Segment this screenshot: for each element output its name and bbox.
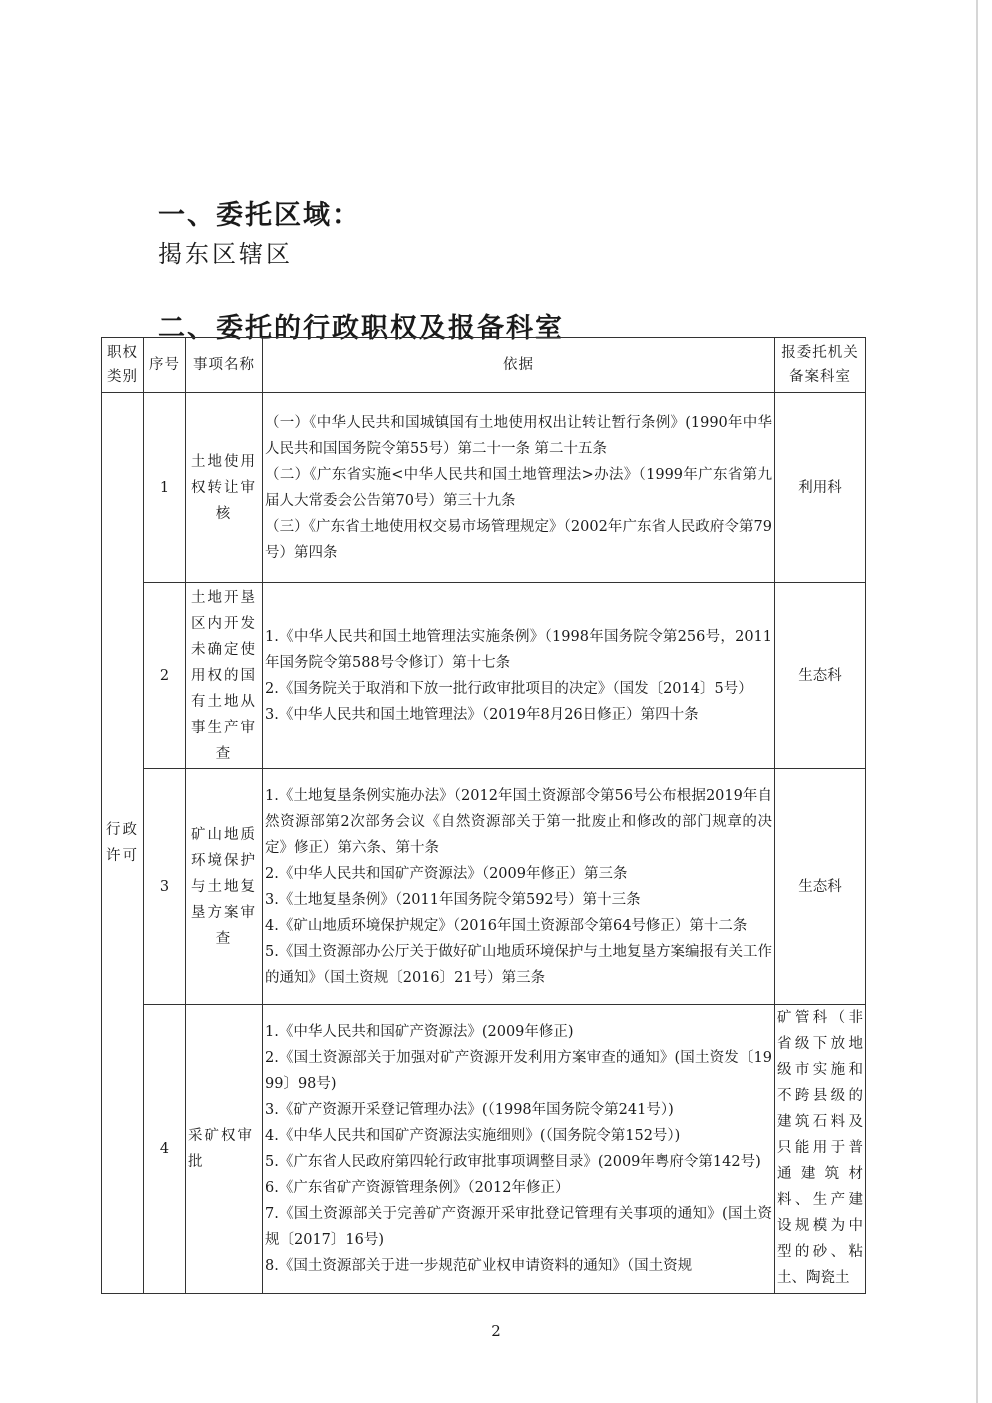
- basis-line: 1.《中华人民共和国土地管理法实施条例》（1998年国务院令第256号，2011年国务院令第588号令修订）第十七条: [265, 628, 772, 671]
- row-seq: 3: [144, 769, 186, 1005]
- basis-line: 2.《国务院关于取消和下放一批行政审批项目的决定》（国发〔2014〕5号）: [265, 680, 753, 697]
- category-cell: 行政许可: [102, 393, 144, 1294]
- row-basis: [263, 583, 775, 769]
- row-dept: 生态科: [775, 583, 866, 769]
- table-row: [102, 1005, 866, 1294]
- row-dept: 利用科: [775, 393, 866, 583]
- basis-line: （一）《中华人民共和国城镇国有土地使用权出让转让暂行条例》(1990年中华人民共和国国务院令第55号）第二十一条 第二十五条: [265, 414, 772, 457]
- section-2-title: 二、委托的行政职权及报备科室: [158, 313, 564, 344]
- row-item-name: 矿山地质环境保护与土地复垦方案审查: [186, 769, 263, 1005]
- header-basis: 依据: [263, 338, 775, 393]
- basis-line: 5.《广东省人民政府第四轮行政审批事项调整目录》(2009年粤府令第142号): [265, 1154, 761, 1170]
- table-row: [102, 393, 866, 583]
- basis-line: 8.《国土资源部关于进一步规范矿业权申请资料的通知》（国土资规: [265, 1258, 693, 1274]
- row-item-name: 采矿权审批: [186, 1005, 263, 1294]
- basis-line: 3.《中华人民共和国土地管理法》（2019年8月26日修正）第四十条: [265, 706, 699, 723]
- row-basis: [263, 1005, 775, 1294]
- page-edge-shadow: [976, 0, 978, 1403]
- row-dept: 矿管科（非省级下放地级市实施和不跨县级的建筑石料及只能用于普通建筑材料、生产建设规模为中型的砂、粘土、陶瓷土: [775, 1005, 866, 1294]
- basis-line: 3.《矿产资源开采登记管理办法》(（1998年国务院令第241号）): [265, 1102, 674, 1118]
- row-dept: 生态科: [775, 769, 866, 1005]
- section-1-title: 一、委托区域：: [158, 200, 361, 231]
- header-seq: 序号: [144, 338, 186, 393]
- row-basis: [263, 769, 775, 1005]
- row-seq: 1: [144, 393, 186, 583]
- delegation-area: 揭东区辖区: [158, 240, 293, 268]
- basis-line: 2.《中华人民共和国矿产资源法》（2009年修正）第三条: [265, 865, 628, 882]
- authority-table: [101, 337, 866, 1294]
- basis-line: 5.《国土资源部办公厅关于做好矿山地质环境保护与土地复垦方案编报有关工作的通知》（国土资规〔2016〕21号）第三条: [265, 943, 772, 986]
- page-number: 2: [491, 1322, 501, 1340]
- header-dept: 报委托机关备案科室: [775, 338, 866, 393]
- row-seq: 4: [144, 1005, 186, 1294]
- basis-line: （三）《广东省土地使用权交易市场管理规定》（2002年广东省人民政府令第79号）第四条: [265, 518, 772, 561]
- basis-line: 4.《矿山地质环境保护规定》（2016年国土资源部令第64号修正）第十二条: [265, 917, 748, 934]
- basis-line: 4.《中华人民共和国矿产资源法实施细则》(（国务院令第152号）): [265, 1128, 681, 1144]
- row-seq: 2: [144, 583, 186, 769]
- table-row: [102, 769, 866, 1005]
- basis-line: 1.《土地复垦条例实施办法》（2012年国土资源部令第56号公布根据2019年自然资源部第2次部务会议《自然资源部关于第一批废止和修改的部门规章的决定》修正）第六条、第十条: [265, 787, 772, 856]
- basis-line: 1.《中华人民共和国矿产资源法》(2009年修正): [265, 1024, 574, 1040]
- row-item-name: 土地开垦区内开发未确定使用权的国有土地从事生产审查: [186, 583, 263, 769]
- basis-line: 2.《国土资源部关于加强对矿产资源开发利用方案审查的通知》(国土资发〔1999〕98号): [265, 1050, 772, 1092]
- row-item-name: 土地使用权转让审核: [186, 393, 263, 583]
- header-category: 职权类别: [102, 338, 144, 393]
- header-item: 事项名称: [186, 338, 263, 393]
- basis-line: （二）《广东省实施<中华人民共和国土地管理法>办法》（1999年广东省第九届人大常委会公告第70号）第三十九条: [265, 466, 772, 509]
- basis-line: 6.《广东省矿产资源管理条例》（2012年修正）: [265, 1180, 570, 1196]
- row-basis: [263, 393, 775, 583]
- table-header-row: [102, 338, 866, 393]
- basis-line: 7.《国土资源部关于完善矿产资源开采审批登记管理有关事项的通知》(国土资规〔2017〕16号): [265, 1206, 772, 1248]
- table-row: [102, 583, 866, 769]
- basis-line: 3.《土地复垦条例》（2011年国务院令第592号）第十三条: [265, 891, 641, 908]
